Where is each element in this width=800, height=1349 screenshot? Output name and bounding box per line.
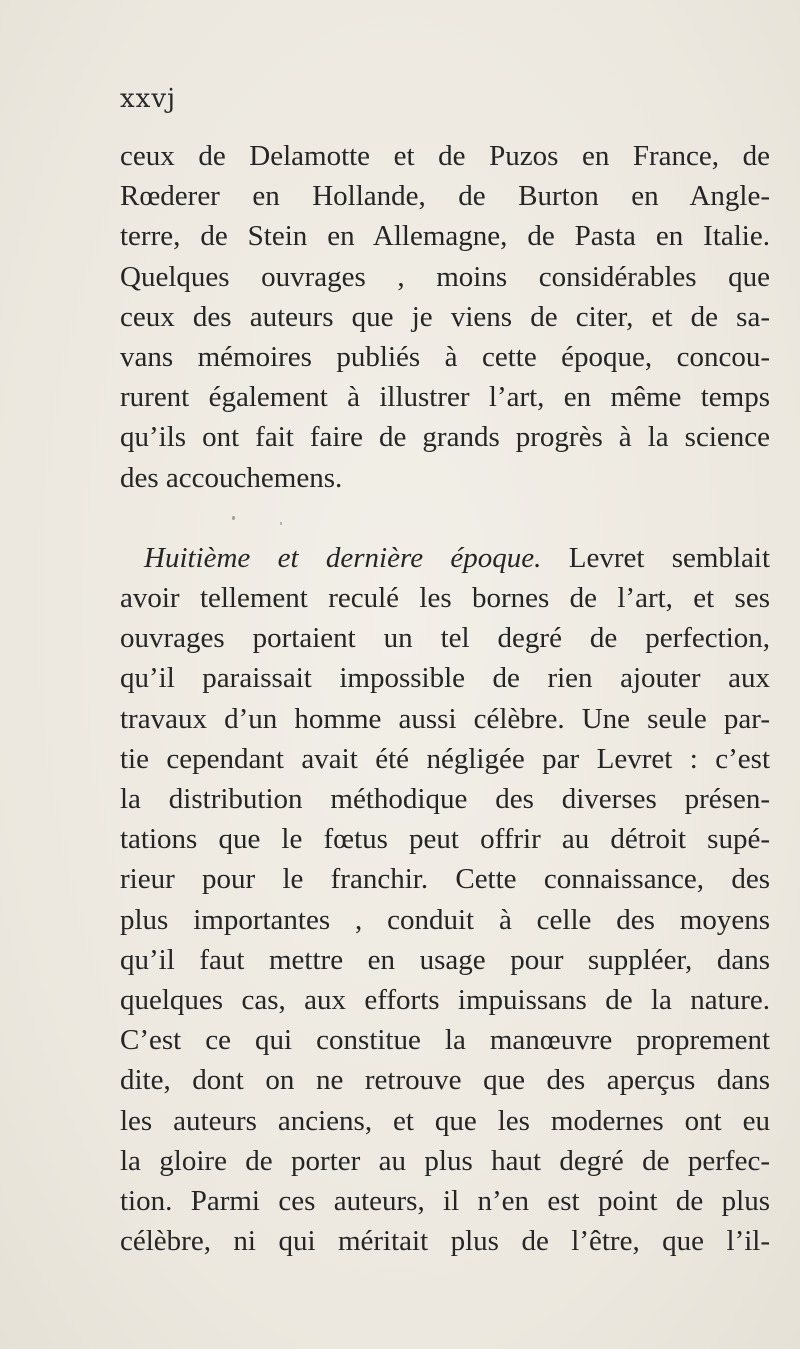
- text-line: qu’il paraissait impossible de rien ajouter aux: [120, 662, 770, 695]
- text-body: [120, 136, 770, 1261]
- text-line: Rœderer en Hollande, de Burton en Angle-: [120, 180, 770, 213]
- ink-speck: [232, 516, 235, 520]
- text-line: qu’il faut mettre en usage pour suppléer, dans: [120, 943, 770, 976]
- text-line: tie cependant avait été négligée par Levret : c’est: [120, 742, 770, 775]
- text-line: terre, de Stein en Allemagne, de Pasta en Italie.: [120, 220, 770, 253]
- text-line: Quelques ouvrages , moins considérables que: [120, 260, 770, 293]
- text-line: célèbre, ni qui méritait plus de l’être, que l’il-: [120, 1225, 770, 1258]
- text-line: les auteurs anciens, et que les modernes ont eu: [120, 1104, 770, 1137]
- text-line: ceux de Delamotte et de Puzos en France, de: [120, 140, 770, 172]
- text-line: rieur pour le franchir. Cette connaissance, des: [120, 863, 770, 896]
- text-line-with-heading: [120, 538, 770, 578]
- text-line: ceux des auteurs que je viens de citer, et de sa-: [120, 300, 770, 333]
- text-line: plus importantes , conduit à celle des moyens: [120, 903, 770, 936]
- ink-speck: [280, 522, 282, 525]
- text-line: tations que le fœtus peut offrir au détroit supé-: [120, 823, 770, 856]
- text-line: C’est ce qui constitue la manœuvre proprement: [120, 1024, 770, 1057]
- text-line: ouvrages portaient un tel degré de perfection,: [120, 622, 770, 655]
- text-line: qu’ils ont fait faire de grands progrès à la science: [120, 421, 770, 454]
- text-line: la distribution méthodique des diverses présen-: [120, 783, 770, 815]
- text-line: avoir tellement reculé les bornes de l’art, et ses: [120, 582, 770, 615]
- paragraph-1: [120, 136, 770, 498]
- text-line: travaux d’un homme aussi célèbre. Une seule par-: [120, 702, 770, 735]
- paragraph-gap: [120, 498, 770, 538]
- text-line: la gloire de porter au plus haut degré de perfec-: [120, 1144, 770, 1177]
- text-line: rurent également à illustrer l’art, en même temps: [120, 381, 770, 414]
- paragraph-2: [120, 538, 770, 1261]
- text-line: quelques cas, aux efforts impuissans de la nature.: [120, 983, 770, 1016]
- section-heading: Huitième et dernière époque.: [144, 541, 542, 574]
- text-line: vans mémoires publiés à cette époque, concou-: [120, 340, 770, 373]
- heading-line-rest: Levret semblait: [541, 541, 771, 574]
- text-line: tion. Parmi ces auteurs, il n’en est point de plus: [120, 1184, 770, 1217]
- page-number: xxvj: [120, 84, 177, 114]
- text-line: dite, dont on ne retrouve que des aperçus dans: [120, 1064, 770, 1097]
- text-line: des accouchemens.: [120, 461, 343, 494]
